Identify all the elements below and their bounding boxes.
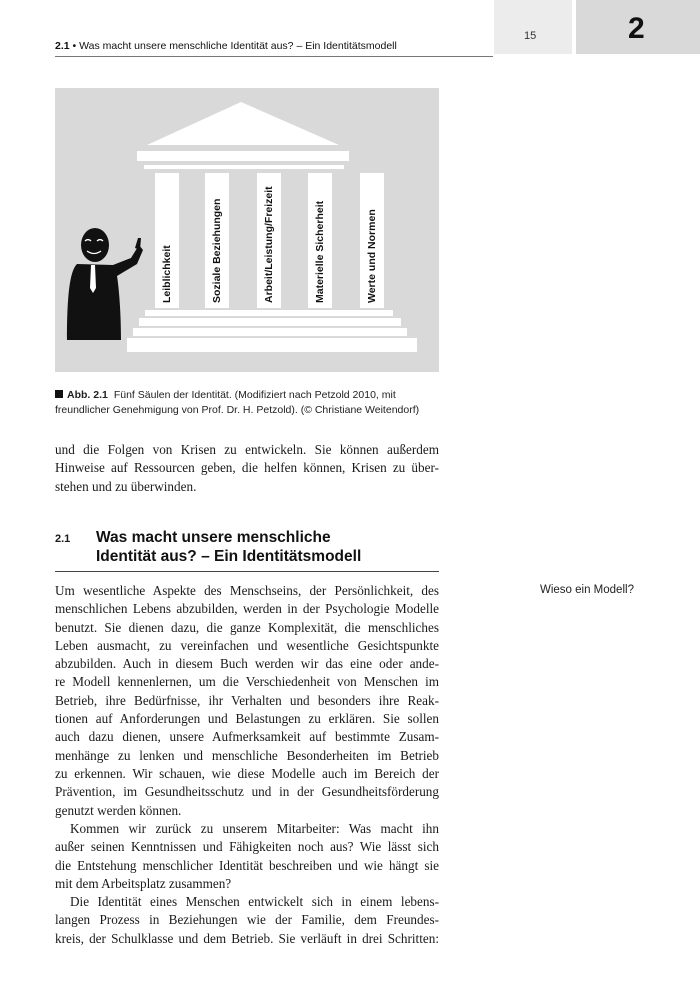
text-line: stehen und zu überwinden.	[55, 478, 197, 494]
margin-note: Wieso ein Modell?	[540, 584, 634, 596]
text-line: außer seinen Kenntnissen und Fähigkeiten noch aus? Wie lässt sich	[55, 839, 439, 855]
text-line: Betrieb, ihre Bedürfnisse, ihr Verhalten und besonders ihre Reak-	[55, 692, 439, 708]
pillar-label-werte-und-normen: Werte und Normen	[366, 209, 378, 303]
text-line: benutzt. Sie dienen dazu, die ganze Komplexität, die menschliches	[55, 619, 439, 635]
pillar-label-leiblichkeit: Leiblichkeit	[161, 245, 173, 303]
temple-step-3	[133, 328, 407, 336]
text-line: Um wesentliche Aspekte des Menschseins, der Persönlichkeit, des	[55, 583, 439, 598]
text-line: Prävention, im Gesundheitsschutz und in der Gesundheitsförderung	[55, 784, 439, 800]
temple-step-2	[139, 318, 401, 326]
text-line: Die Identität eines Menschen entwickelt sich in einem lebens-	[70, 894, 439, 909]
text-line: menhänge zu lenken und menschliche Besonderheiten im Betrieb	[55, 747, 439, 763]
text-line: auch dazu dienen, unsere Aufmerksamkeit auf bestimmte Zusam-	[55, 729, 439, 745]
temple-illustration	[55, 88, 439, 372]
text-line: Kommen wir zurück zu unserem Mitarbeiter: Was macht ihn	[70, 821, 439, 836]
text-line: tionen auf Anforderungen und Belastungen zu erklären. Sie sollen	[55, 711, 439, 727]
body-paragraph-2	[55, 820, 439, 893]
text-line: langen Prozess in Beziehungen wie der Familie, dem Freundes-	[55, 912, 439, 928]
text-line: re Modell kennenlernen, um die Verschiedenheit von Menschen im	[55, 674, 439, 690]
body-paragraph-1	[55, 582, 439, 820]
caption-label: Abb. 2.1	[67, 389, 108, 401]
text-line: Hinweise auf Ressourcen geben, die helfen können, Krisen zu über-	[55, 460, 439, 476]
section-title-line-2: Identität aus? – Ein Identitätsmodell	[96, 548, 362, 565]
caption-marker-icon	[55, 390, 63, 398]
running-head	[55, 40, 475, 52]
text-line: mit dem Arbeitsplatz zusammen?	[55, 875, 232, 891]
text-line: abzubilden. Auch in diesem Buch werden wir das eine oder ande-	[55, 656, 439, 672]
intro-paragraph	[55, 441, 439, 496]
temple-step-1	[145, 310, 393, 316]
running-head-number: 2.1	[55, 40, 70, 52]
identity-pillars-figure	[55, 88, 439, 372]
chapter-number: 2	[628, 12, 645, 45]
text-line: und die Folgen von Krisen zu entwickeln. Sie können außerdem	[55, 442, 439, 457]
chapter-number-box	[576, 0, 700, 54]
section-title	[96, 528, 361, 566]
text-line: die Entstehung menschlicher Identität beschreiben und wie hängt sie	[55, 857, 439, 873]
body-paragraph-3	[55, 893, 439, 948]
temple-cornice	[144, 165, 344, 169]
temple-step-4	[127, 338, 417, 352]
pillar-label-materielle-sicherheit: Materielle Sicherheit	[314, 200, 326, 303]
text-line: kreis, der Schulklasse und dem Betrieb. Sie verläuft in drei Schritten:	[55, 930, 439, 946]
caption-line-2: freundlicher Genehmigung von Prof. Dr. H. Petzold). (© Christiane Weitendorf)	[55, 404, 420, 416]
section-rule	[55, 571, 439, 572]
figure-caption	[55, 388, 455, 418]
section-title-line-1: Was macht unsere menschliche	[96, 529, 331, 546]
page-number: 15	[524, 30, 537, 42]
pillar-label-soziale-beziehungen: Soziale Beziehungen	[211, 198, 223, 303]
running-head-title: Was macht unsere menschliche Identität aus? – Ein Identitätsmodell	[79, 40, 397, 52]
pillar-label-arbeit-leistung-freizeit: Arbeit/Leistung/Freizeit	[263, 186, 275, 303]
running-head-rule	[55, 56, 493, 57]
caption-line-1: Fünf Säulen der Identität. (Modifiziert nach Petzold 2010, mit	[113, 389, 396, 401]
text-line: zu erkennen. Wir schauen, wie diese Modelle auch im Bereich der	[55, 765, 439, 781]
text-line: menschlichen Lebens abzubilden, werden in der Psychologie Modelle	[55, 601, 439, 617]
page-number-box	[494, 0, 572, 54]
temple-architrave	[137, 151, 349, 161]
text-line: genutzt werden können.	[55, 802, 182, 818]
section-number: 2.1	[55, 533, 71, 545]
running-head-separator: •	[72, 40, 77, 52]
text-line: Leben ausmacht, zu vereinfachen und wesentliche Gesichtspunkte	[55, 637, 439, 653]
